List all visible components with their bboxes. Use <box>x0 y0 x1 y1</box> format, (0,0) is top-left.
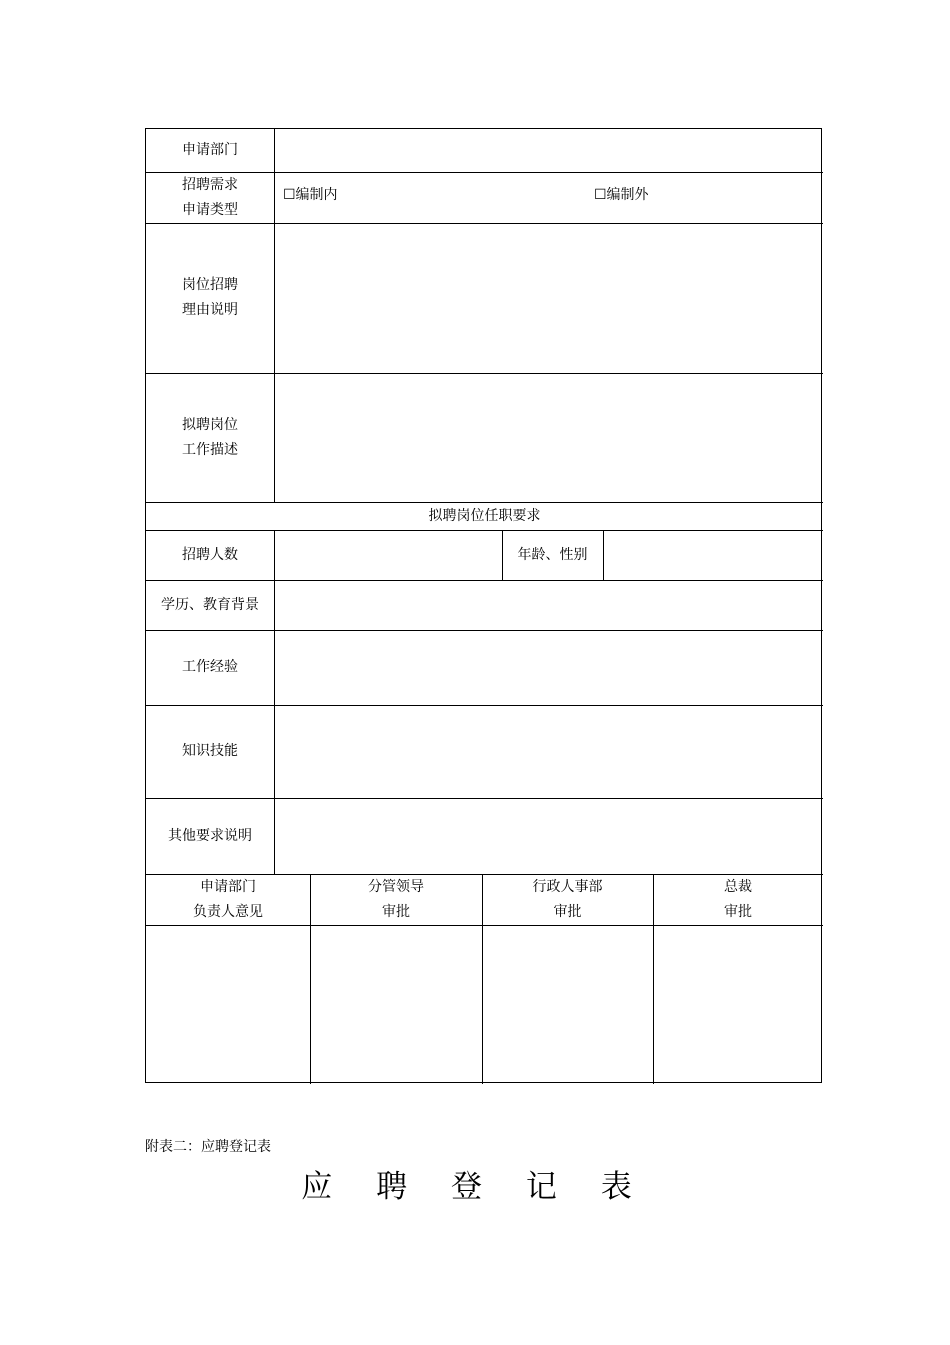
approval-header-supervising-leader: 分管领导 审批 <box>368 878 424 920</box>
label-request-type: 招聘需求 申请类型 <box>182 176 238 218</box>
approval-header-department-head: 申请部门 负责人意见 <box>193 878 263 920</box>
label-recruitment-reason: 岗位招聘 理由说明 <box>182 277 238 318</box>
experience-input[interactable] <box>275 631 823 705</box>
label-applying-department: 申请部门 <box>182 142 238 158</box>
recruitment-request-form <box>145 128 822 1083</box>
page-title: 应 聘 登 记 表 <box>301 1169 649 1205</box>
label-education: 学历、教育背景 <box>161 596 259 613</box>
option-out-of-establishment-checkbox[interactable]: ☐编制外 <box>594 187 649 203</box>
label-job-description: 拟聘岗位 工作描述 <box>182 416 238 458</box>
label-work-experience: 工作经验 <box>182 659 238 675</box>
department-input[interactable] <box>275 129 823 172</box>
option-in-establishment-checkbox[interactable]: ☐编制内 <box>283 187 338 203</box>
approval-box-department-head[interactable] <box>146 926 310 1084</box>
reason-input[interactable] <box>275 224 823 373</box>
education-input[interactable] <box>275 581 823 630</box>
section-header-job-requirements: 拟聘岗位任职要求 <box>428 507 541 524</box>
skills-input[interactable] <box>275 706 823 798</box>
approval-box-hr-admin[interactable] <box>483 926 653 1084</box>
approval-box-supervising-leader[interactable] <box>311 926 482 1084</box>
approval-header-president: 总裁 审批 <box>724 878 752 920</box>
approval-header-hr-admin: 行政人事部 审批 <box>532 878 603 920</box>
other-requirements-input[interactable] <box>275 799 823 874</box>
label-other-requirements: 其他要求说明 <box>168 827 252 844</box>
approval-box-president[interactable] <box>654 926 823 1084</box>
label-headcount: 招聘人数 <box>182 546 238 563</box>
age-gender-input[interactable] <box>604 531 823 580</box>
appendix-caption: 附表二：应聘登记表 <box>145 1139 271 1155</box>
label-knowledge-skills: 知识技能 <box>182 743 238 759</box>
job-description-input[interactable] <box>275 374 823 502</box>
headcount-input[interactable] <box>275 531 502 580</box>
label-age-gender: 年龄、性别 <box>517 546 588 563</box>
